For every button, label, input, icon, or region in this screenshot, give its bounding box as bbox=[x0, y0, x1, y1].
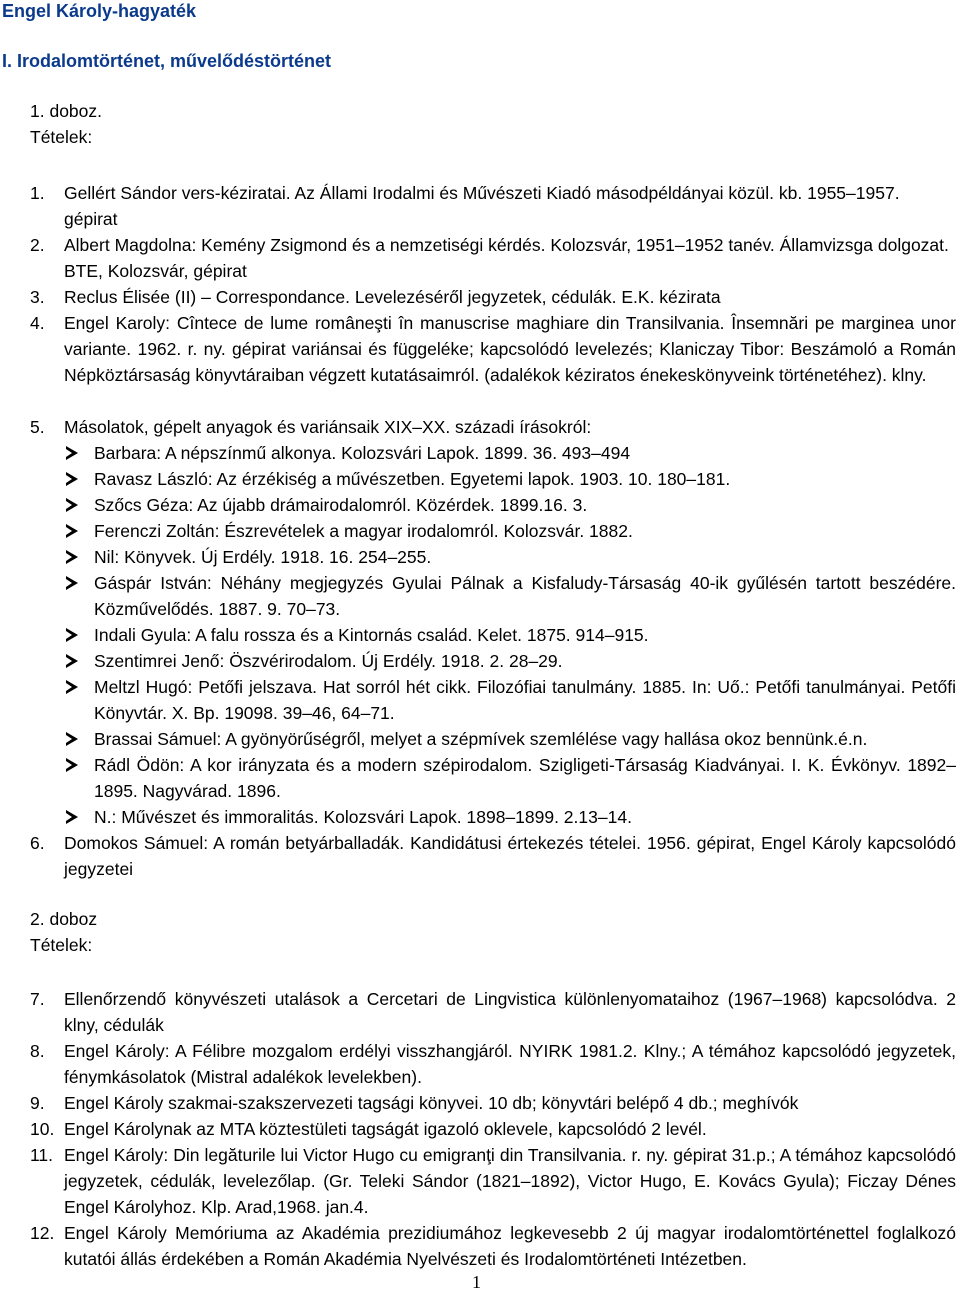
arrow-bullet-icon bbox=[66, 446, 78, 460]
bullet-text: Gáspár István: Néhány megjegyzés Gyulai Pálnak a Kisfaludy-Társaság 40-ik gyűlésén tartott beszédére. Közművelődés. 1887. 9. 70–73. bbox=[94, 573, 956, 619]
list-item bbox=[30, 830, 956, 882]
box-2-label: 2. doboz bbox=[30, 909, 98, 929]
arrow-bullet-icon bbox=[66, 524, 78, 538]
bullet-item bbox=[62, 466, 956, 492]
item-text: Gellért Sándor vers-kéziratai. Az Állami Irodalmi és Művészeti Kiadó másodpéldányai közül. kb. 1955–1957. gépirat bbox=[64, 183, 900, 229]
list-item bbox=[30, 310, 956, 388]
arrow-bullet-icon bbox=[66, 498, 78, 512]
item-text: Másolatok, gépelt anyagok és variánsaik XIX–XX. századi írásokról: bbox=[64, 417, 592, 437]
item-text: Engel Károlynak az MTA köztestületi tagságát igazoló oklevele, kapcsolódó 2 levél. bbox=[64, 1119, 707, 1139]
bullet-item bbox=[62, 570, 956, 622]
list-item bbox=[30, 1090, 956, 1116]
item-number: 5. bbox=[30, 417, 45, 437]
item-text: Engel Károly Memóriuma az Akadémia prezidiumához legkevesebb 2 új magyar irodalomtörténettel foglalkozó kutatói állás érdekében a Román Akadémia Nyelvészeti és Irodalomtörténeti Intézetben. bbox=[64, 1223, 956, 1269]
bullet-text: Nil: Könyvek. Új Erdély. 1918. 16. 254–255. bbox=[94, 547, 432, 567]
list-item bbox=[30, 180, 956, 232]
item-text: Engel Károly szakmai-szakszervezeti tagsági könyvei. 10 db; könyvtári belépő 4 db.; meghívók bbox=[64, 1093, 799, 1113]
box-2-items-label: Tételek: bbox=[30, 935, 93, 955]
bullet-item bbox=[62, 518, 956, 544]
box-1-items-label: Tételek: bbox=[30, 127, 93, 147]
bullet-text: Barbara: A népszínmű alkonya. Kolozsvári Lapok. 1899. 36. 493–494 bbox=[94, 443, 631, 463]
item-number: 9. bbox=[30, 1093, 45, 1113]
bullet-text: Brassai Sámuel: A gyönyörűségről, melyet a szépmívek szemlélése vagy hallása okoz bennünk.é.n. bbox=[94, 729, 868, 749]
item-number: 2. bbox=[30, 235, 45, 255]
item-text: Reclus Élisée (II) – Correspondance. Levelezéséről jegyzetek, cédulák. E.K. kézirata bbox=[64, 287, 721, 307]
list-item bbox=[30, 284, 956, 310]
bullet-text: Ferenczi Zoltán: Észrevételek a magyar irodalomról. Kolozsvár. 1882. bbox=[94, 521, 633, 541]
arrow-bullet-icon bbox=[66, 810, 78, 824]
arrow-bullet-icon bbox=[66, 550, 78, 564]
item-text: Engel Károly: Din legăturile lui Victor Hugo cu emigranţi din Transilvania. r. ny. gépirat 31.p.; A témához kapcsolódó jegyzetek, cédulák, levelezőlap. (Gr. Teleki Sándor (1821–1892), Victor Hugo, E. Kovács Gyula); Ficzay Dénes Engel Károlyhoz. Klp. Arad,1968. jan.4. bbox=[64, 1145, 956, 1217]
bullet-text: Indali Gyula: A falu rossza és a Kintornás család. Kelet. 1875. 914–915. bbox=[94, 625, 649, 645]
bullet-text: Szentimrei Jenő: Öszvérirodalom. Új Erdély. 1918. 2. 28–29. bbox=[94, 651, 563, 671]
list-item bbox=[30, 1220, 956, 1272]
list-item bbox=[30, 232, 956, 284]
arrow-bullet-icon bbox=[66, 576, 78, 590]
item-text: Engel Karoly: Cîntece de lume româneşti în manuscrise maghiare din Transilvania. Însemnări pe marginea unor variante. 1962. r. ny. gépirat variánsai és függeléke; kapcsolódó levelezés; Klaniczay Tibor: Beszámoló a Román Népköztársaság könyvtáraiban végzett kutatásaimról. (adalékok kéziratos énekeskönyveink történetéhez). klny. bbox=[64, 313, 956, 385]
bullet-text: Szőcs Géza: Az újabb drámairodalomról. Közérdek. 1899.16. 3. bbox=[94, 495, 588, 515]
item-text: Ellenőrzendő könyvészeti utalások a Cercetari de Lingvistica különlenyomataihoz (1967–1968) kapcsolódva. 2 klny, cédulák bbox=[64, 989, 956, 1035]
arrow-bullet-icon bbox=[66, 758, 78, 772]
item-number: 7. bbox=[30, 989, 45, 1009]
item-number: 1. bbox=[30, 183, 45, 203]
box-1-label: 1. doboz. bbox=[30, 101, 102, 121]
bullet-text: Meltzl Hugó: Petőfi jelszava. Hat sorról hét cikk. Filozófiai tanulmány. 1885. In: Uő.: Petőfi tanulmányai. Petőfi Könyvtár. X. Bp. 19098. 39–46, 64–71. bbox=[94, 677, 956, 723]
bullet-item bbox=[62, 544, 956, 570]
list-item bbox=[30, 414, 956, 440]
bullet-item bbox=[62, 622, 956, 648]
bullet-item bbox=[62, 804, 956, 830]
page-number: 1 bbox=[472, 1272, 481, 1292]
item-number: 6. bbox=[30, 833, 45, 853]
bullet-item bbox=[62, 674, 956, 726]
list-item bbox=[30, 1142, 956, 1220]
arrow-bullet-icon bbox=[66, 628, 78, 642]
item-text: Domokos Sámuel: A román betyárballadák. Kandidátusi értekezés tételei. 1956. gépirat, Engel Károly kapcsolódó jegyzetei bbox=[64, 833, 956, 879]
bullet-item bbox=[62, 648, 956, 674]
item-text: Engel Károly: A Félibre mozgalom erdélyi visszhangjáról. NYIRK 1981.2. Klny.; A témához kapcsolódó jegyzetek, fénymkásolatok (Mistral adalékok levelekben). bbox=[64, 1041, 956, 1087]
arrow-bullet-icon bbox=[66, 680, 78, 694]
bullet-text: Ravasz László: Az érzékiség a művészetben. Egyetemi lapok. 1903. 10. 180–181. bbox=[94, 469, 731, 489]
item-number: 3. bbox=[30, 287, 45, 307]
item-number: 4. bbox=[30, 313, 45, 333]
list-item bbox=[30, 986, 956, 1038]
bullet-item bbox=[62, 752, 956, 804]
bullet-item bbox=[62, 726, 956, 752]
bullet-item bbox=[62, 492, 956, 518]
item-number: 11. bbox=[30, 1145, 54, 1165]
bullet-text: Rádl Ödön: A kor irányzata és a modern szépirodalom. Szigligeti-Társaság Kiadványai. I. K. Évkönyv. 1892–1895. Nagyvárad. 1896. bbox=[94, 755, 956, 801]
item-text: Albert Magdolna: Kemény Zsigmond és a nemzetiségi kérdés. Kolozsvár, 1951–1952 tanév. Államvizsga dolgozat. BTE, Kolozsvár, gépirat bbox=[64, 235, 949, 281]
bullet-text: N.: Művészet és immoralitás. Kolozsvári Lapok. 1898–1899. 2.13–14. bbox=[94, 807, 632, 827]
item-number: 8. bbox=[30, 1041, 45, 1061]
arrow-bullet-icon bbox=[66, 732, 78, 746]
document-title: Engel Károly-hagyaték bbox=[2, 1, 197, 21]
arrow-bullet-icon bbox=[66, 654, 78, 668]
list-item bbox=[30, 1038, 956, 1090]
item-number: 12. bbox=[30, 1223, 55, 1243]
bullet-item bbox=[62, 440, 956, 466]
arrow-bullet-icon bbox=[66, 472, 78, 486]
list-item bbox=[30, 1116, 956, 1142]
section-heading: I. Irodalomtörténet, művelődéstörténet bbox=[2, 51, 332, 71]
item-number: 10. bbox=[30, 1119, 55, 1139]
